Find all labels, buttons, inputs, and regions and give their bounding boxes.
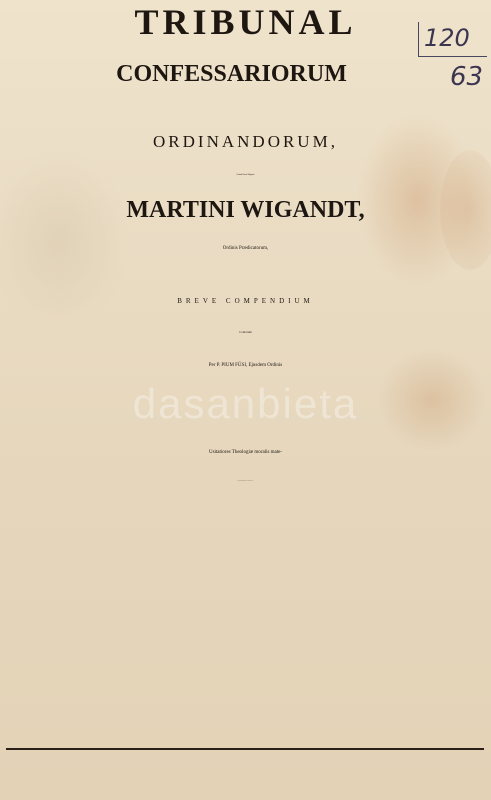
title-line-confessariorum: CONFESSARIORUM bbox=[116, 61, 347, 87]
imprint-rule bbox=[6, 748, 484, 750]
author-intro-line: Eximii Patris Magistri bbox=[236, 174, 255, 176]
collectum-line: Collectum bbox=[239, 330, 252, 334]
compendium-line: BREVE COMPENDIUM bbox=[177, 297, 314, 305]
author-name-line: MARTINI WIGANDT, bbox=[126, 197, 365, 223]
editor-line: Per P. PIUM FÜSI, Ejusdem Ordinis bbox=[208, 363, 283, 368]
title-line-ordinandorum: ORDINANDORUM, bbox=[153, 132, 338, 151]
watermark-text: dasanbieta bbox=[132, 380, 359, 427]
handwritten-number-120: 120 bbox=[424, 24, 470, 52]
title-line-tribunal: TRIBUNAL bbox=[134, 2, 357, 42]
handwritten-number-63: 63 bbox=[450, 62, 484, 92]
order-line: Ordinis Prædicatorum, bbox=[222, 246, 269, 251]
description-line-1: Usitatiores Theologiæ moralis mate- bbox=[208, 450, 283, 455]
description-line-2: riæ juxta probabiliora ac inconcussa An- bbox=[237, 481, 254, 482]
